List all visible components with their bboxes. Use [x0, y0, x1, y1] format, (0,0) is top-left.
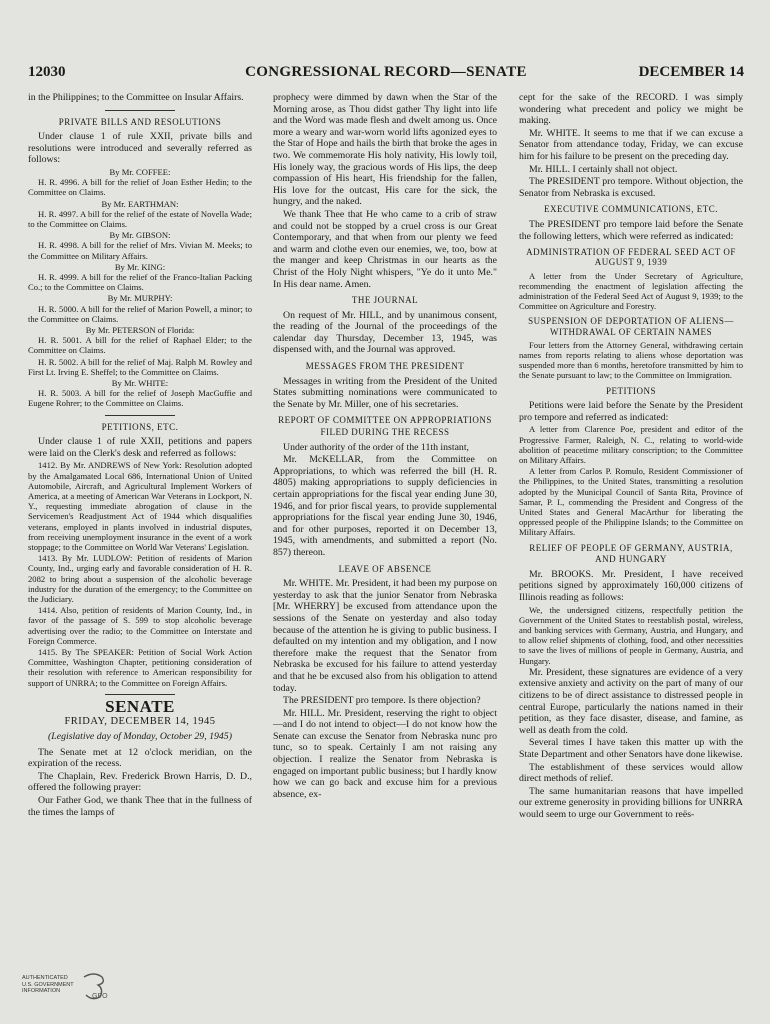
petition-entry: 1412. By Mr. ANDREWS of New York: Resolution adopted by the Amalgamated Local 686, International Union of United Automobile, Aircraft, and Agricultural Implement Workers of America, at a meeting of American War Veterans in Lockport, N. Y., requesting immediate abrogation of clause in the Servicemen's Readjustment Act of 1944 which disqualifies veterans, employed in plants involved in industrial disputes, from receiving unemployment insurance in the event of a work stoppage; to the Committee on World War Veterans' Legislation. [28, 460, 252, 553]
bill-entry: H. R. 5003. A bill for the relief of Joseph MacGuffie and Eugene Rohrer; to the Committee on Claims. [28, 388, 252, 409]
sponsor-line: By Mr. WHITE: [111, 378, 169, 389]
senate-heading: SENATE [105, 696, 175, 716]
column-3 [519, 92, 743, 992]
legislative-day: (Legislative day of Monday, October 29, 1945) [48, 731, 232, 743]
paragraph: Mr. McKELLAR, from the Committee on Appropriations, to which was referred the bill (H. R. 4805) making appropriations to supply deficiencies in certain appropriations for the fiscal year ending June 30, 1946, and for prior fiscal years, to provide supplemental appropriations for the fiscal year ending June 30, 1946, and for other purposes, reported it on December 13, 1945, with amendments, and submitted a report (No. 857) thereon. [273, 454, 497, 558]
paragraph: Mr. HILL. I certainly shall not object. [529, 163, 678, 175]
seal-text: U.S. GOVERNMENT [22, 981, 74, 988]
paragraph: Several times I have taken this matter up with the State Department and other Senators have done likewise. [519, 737, 743, 760]
paragraph: Under clause 1 of rule XXII, petitions and papers were laid on the Clerk's desk and referred as follows: [28, 436, 252, 459]
paragraph: A letter from Clarence Poe, president and editor of the Progressive Farmer, Raleigh, N. C., relating to world-wide abolition of peacetime military conscription; to the Committee on Military Affairs. [519, 424, 743, 465]
paragraph: Messages in writing from the President of the United States submitting nominations were communicated to the Senate by Mr. Miller, one of his secretaries. [273, 375, 497, 410]
section-heading: RELIEF OF PEOPLE OF GERMANY, AUSTRIA, AND HUNGARY [529, 542, 733, 565]
paragraph: Mr. BROOKS. Mr. President, I have received petitions signed by approximately 160,000 citizens of Illinois reading as follows: [519, 568, 743, 603]
bill-entry: H. R. 4996. A bill for the relief of Joan Esther Hedin; to the Committee on Claims. [28, 177, 252, 198]
sponsor-line: By Mr. GIBSON: [109, 230, 171, 241]
paragraph: The Chaplain, Rev. Frederick Brown Harris, D. D., offered the following prayer: [28, 770, 252, 794]
divider [105, 415, 175, 416]
petition-entry: 1413. By Mr. LUDLOW: Petition of residents of Marion County, Ind., urging early and favorable consideration of H. R. 2082 to bring about a suspension of the alcoholic beverage industry for the duration of the emergency; to the Committee on the Judiciary. [28, 553, 252, 605]
subsection-heading: SUSPENSION OF DEPORTATION OF ALIENS—WITHDRAWAL OF CERTAIN NAMES [528, 316, 734, 337]
session-date: FRIDAY, DECEMBER 14, 1945 [64, 716, 216, 728]
paragraph: The PRESIDENT pro tempore. Is there objection? [283, 695, 481, 707]
petition-entry: 1414. Also, petition of residents of Marion County, Ind., in favor of the passage of S. 599 to stop alcoholic beverage advertising over the radio; to the Committee on Interstate and Foreign Commerce. [28, 605, 252, 646]
paragraph: Under authority of the order of the 11th instant, [283, 441, 470, 453]
petition-entry: 1415. By The SPEAKER: Petition of Social Work Action Committee, Washington Chapter, petitioning consideration of their resolution with reference to American responsibility for support of UNRRA; to the Committee on Foreign Affairs. [28, 647, 252, 688]
intro-text: in the Philippines; to the Committee on Insular Affairs. [28, 92, 244, 103]
publication-title: CONGRESSIONAL RECORD—SENATE [245, 64, 527, 80]
paragraph: A letter from Carlos P. Romulo, Resident Commissioner of the Philippines, to the United States, transmitting a resolution adopted by the Municipal Council of Santa Rita, Province of Samar, P. I., commending the President and Congress of the United States and General MacArthur for liberating the oppressed people of the Philippine Islands; to the Committee on Military Affairs. [519, 466, 743, 538]
quoted-petition: We, the undersigned citizens, respectfully petition the Government of the United States to reestablish postal, wireless, and banking services with Germany, Austria, and Hungary, and to allow relief shipments of clothing, food, and other necessities to save the lives of millions of people in Germany, Austria, and Hungary. [519, 604, 743, 666]
section-heading: MESSAGES FROM THE PRESIDENT [305, 361, 465, 372]
paragraph: The PRESIDENT pro tempore. Without objection, the Senator from Nebraska is excused. [519, 176, 743, 199]
paragraph: Mr. President, these signatures are evidence of a very extensive anxiety and activity on the part of many of our citizens to be of direct assistance to distressed people in central Europe, particularly the nations named in their petition, as they face disaster, disease, and famine, as well as death from the cold. [519, 666, 743, 736]
paragraph: Mr. HILL. Mr. President, reserving the right to object—and I do not intend to object—I do not know how the Senate can excuse the Senator from Nebraska nunc pro tunc, so to speak. Certainly I am not raising any objection. I realize the Senator from Nebraska is engaged on important public business; but I hardly know how we can go back and excuse him for a previous absence, ex- [273, 707, 497, 800]
column-1 [28, 92, 252, 992]
sponsor-line: By Mr. COFFEE: [109, 166, 171, 177]
divider [105, 694, 175, 695]
divider [105, 110, 175, 111]
paragraph: A letter from the Under Secretary of Agriculture, recommending the enactment of legislation affecting the administration of the Federal Seed Act of August 9, 1939; to the Committee on Agriculture and Forestry. [519, 270, 743, 312]
bill-entry: H. R. 4999. A bill for the relief of the Franco-Italian Packing Co.; to the Committee on Claims. [28, 272, 252, 293]
bill-entry: H. R. 4997. A bill for the relief of the estate of Novella Wade; to the Committee on Claims. [28, 208, 252, 229]
sponsor-line: By Mr. KING: [114, 261, 166, 272]
section-heading: THE JOURNAL [351, 295, 419, 306]
paragraph: Four letters from the Attorney General, withdrawing certain names from reports relating to aliens whose deportation was suspended more than 6 months, heretofore transmitted by him to the Senate pursuant to law; to the Committee on Immigration. [519, 339, 743, 381]
bill-entry: H. R. 4998. A bill for the relief of Mrs. Vivian M. Meeks; to the Committee on Military Affairs. [28, 240, 252, 261]
paragraph: The PRESIDENT pro tempore laid before the Senate the following letters, which were referred as indicated: [519, 218, 743, 242]
paragraph: The establishment of these services would allow direct methods of relief. [519, 761, 743, 785]
page-number: 12030 [28, 64, 66, 80]
section-heading: PETITIONS [606, 385, 656, 396]
paragraph: The Senate met at 12 o'clock meridian, on the expiration of the recess. [28, 746, 252, 770]
bill-entry: H. R. 5002. A bill for the relief of Maj. Ralph M. Rowley and First Lt. Irving E. Sheffel; to the Committee on Claims. [28, 356, 252, 377]
section-heading: PETITIONS, ETC. [101, 421, 179, 432]
paragraph: Petitions were laid before the Senate by the President pro tempore and referred as indicated: [519, 400, 743, 423]
paragraph: prophecy were dimmed by dawn when the Star of the Morning arose, as Thou didst gather Thy light into life and the Word was made flesh and dwelt among us. Once more a weary and war-worn world lifts agonized eyes to the Star of Hope and hails the birth that broke the ages in two. We commemorate His holy nativity, His lowly toil, His lonely way, the gracious words of His lips, the deep compassion of His heart, His friendship for the fallen, His love for the outcast, His care for the sick, the hungry, and the naked. [273, 92, 497, 208]
section-heading: EXECUTIVE COMMUNICATIONS, ETC. [544, 204, 718, 215]
section-heading: REPORT OF COMMITTEE ON APPROPRIATIONS FILED DURING THE RECESS [278, 415, 492, 438]
paragraph: cept for the sake of the RECORD. I was simply wondering what precedent and policy we might be making. [519, 92, 743, 127]
paragraph: On request of Mr. HILL, and by unanimous consent, the reading of the Journal of the proceedings of the calendar day Thursday, December 13, 1945, was dispensed with, and the Journal was approved. [273, 309, 497, 356]
authentication-seal [22, 975, 112, 1015]
column-2 [273, 92, 497, 992]
sponsor-line: By Mr. MURPHY: [107, 293, 173, 304]
gpo-label: GPO [92, 993, 108, 1000]
subsection-heading: ADMINISTRATION OF FEDERAL SEED ACT OF AUGUST 9, 1939 [526, 247, 736, 268]
paragraph: Mr. WHITE. Mr. President, it had been my purpose on yesterday to ask that the junior Senator from Nebraska [Mr. WHERRY] be excused from attendance upon the sessions of the Senate on yesterday and also today because of the attention he is giving to public business. I defaulted on my intention and my obligation, and I now therefore make the request that the Senator from Nebraska be excused for his failure to attend yesterday and that he be excused also from his obligation to attend today. [273, 578, 497, 694]
seal-text: INFORMATION [22, 988, 61, 994]
seal-text: AUTHENTICATED [22, 975, 68, 981]
section-heading: PRIVATE BILLS AND RESOLUTIONS [58, 116, 222, 127]
paragraph: Under clause 1 of rule XXII, private bills and resolutions were introduced and severally referred as follows: [28, 131, 252, 166]
paragraph: The same humanitarian reasons that have impelled our extreme generosity in providing billions for UNRRA would seem to urge our Government to reës- [519, 785, 743, 820]
paragraph: We thank Thee that He who came to a crib of straw and could not be stopped by a cruel cross is our Great Contemporary, and that when from our plenty we feed and warm and clothe even our enemies, we, too, bow at the manger and keep Christmas in our hearts as the Christ of the Holy Night whispers, "Ye do it unto Me." In His dear name. Amen. [273, 208, 497, 290]
section-heading: LEAVE OF ABSENCE [338, 563, 432, 574]
paragraph: Our Father God, we thank Thee that in the fullness of the times the lamps of [28, 795, 252, 818]
sponsor-line: By Mr. EARTHMAN: [101, 198, 179, 209]
bill-entry: H. R. 5000. A bill for the relief of Marion Powell, a minor; to the Committee on Claims. [28, 303, 252, 324]
header-date: DECEMBER 14 [638, 64, 744, 80]
page-header [28, 64, 744, 84]
sponsor-line: By Mr. PETERSON of Florida: [85, 325, 195, 336]
paragraph: Mr. WHITE. It seems to me that if we can excuse a Senator from attendance today, Friday, we can excuse him for his failure to be present on the preceding day. [519, 127, 743, 162]
bill-entry: H. R. 5001. A bill for the relief of Raphael Elder; to the Committee on Claims. [28, 335, 252, 356]
